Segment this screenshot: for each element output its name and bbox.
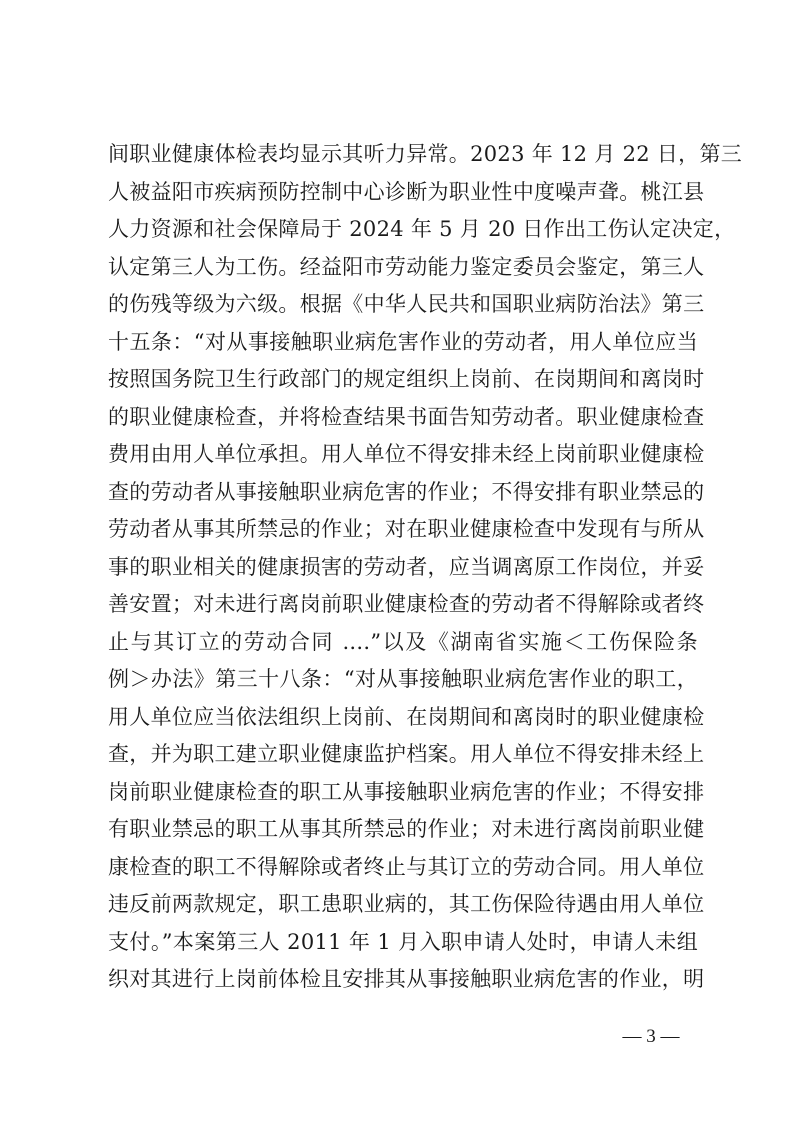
page-number: — 3 — (622, 1026, 680, 1047)
text-line: 例＞办法》第三十八条：“对从事接触职业病危害作业的职工， (108, 667, 698, 691)
text-line: 查的劳动者从事接触职业病危害的作业；不得安排有职业禁忌的 (108, 479, 705, 504)
text-line: 事的职业相关的健康损害的劳动者，应当调离原工作岗位，并妥 (108, 554, 705, 579)
text-line: 康检查的职工不得解除或者终止与其订立的劳动合同。用人单位 (108, 854, 705, 879)
text-line: 认定第三人为工伤。经益阳市劳动能力鉴定委员会鉴定，第三人 (108, 254, 705, 279)
text-line: 止与其订立的劳动合同 ....”以及《湖南省实施＜工伤保险条 (108, 629, 698, 654)
text-line: 人力资源和社会保障局于 2024 年 5 月 20 日作出工伤认定决定， (108, 217, 736, 241)
text-line: 织对其进行上岗前体检且安排其从事接触职业病危害的作业，明 (108, 967, 705, 991)
text-line: 支付。”本案第三人 2011 年 1 月入职申请人处时，申请人未组 (108, 929, 698, 954)
text-line: 的伤残等级为六级。根据《中华人民共和国职业病防治法》第三 (108, 292, 705, 316)
text-line: 的职业健康检查，并将检查结果书面告知劳动者。职业健康检查 (108, 404, 705, 429)
text-line: 按照国务院卫生行政部门的规定组织上岗前、在岗期间和离岗时 (108, 367, 705, 391)
text-line: 人被益阳市疾病预防控制中心诊断为职业性中度噪声聋。桃江县 (108, 179, 705, 204)
text-line: 用人单位应当依法组织上岗前、在岗期间和离岗时的职业健康检 (108, 704, 705, 729)
text-line: 违反前两款规定，职工患职业病的，其工伤保险待遇由用人单位 (108, 892, 705, 916)
body-text (108, 136, 743, 999)
text-line: 有职业禁忌的职工从事其所禁忌的作业；对未进行离岗前职业健 (108, 817, 705, 841)
text-line: 十五条：“对从事接触职业病危害作业的劳动者，用人单位应当 (108, 329, 698, 354)
text-line: 善安置；对未进行离岗前职业健康检查的劳动者不得解除或者终 (108, 592, 705, 616)
text-line: 间职业健康体检表均显示其听力异常。2023 年 12 月 22 日，第三 (108, 142, 743, 166)
text-line: 劳动者从事其所禁忌的作业；对在职业健康检查中发现有与所从 (108, 517, 705, 541)
text-line: 查，并为职工建立职业健康监护档案。用人单位不得安排未经上 (108, 742, 705, 766)
text-line: 费用由用人单位承担。用人单位不得安排未经上岗前职业健康检 (108, 442, 705, 466)
text-line: 岗前职业健康检查的职工从事接触职业病危害的作业；不得安排 (108, 779, 705, 804)
